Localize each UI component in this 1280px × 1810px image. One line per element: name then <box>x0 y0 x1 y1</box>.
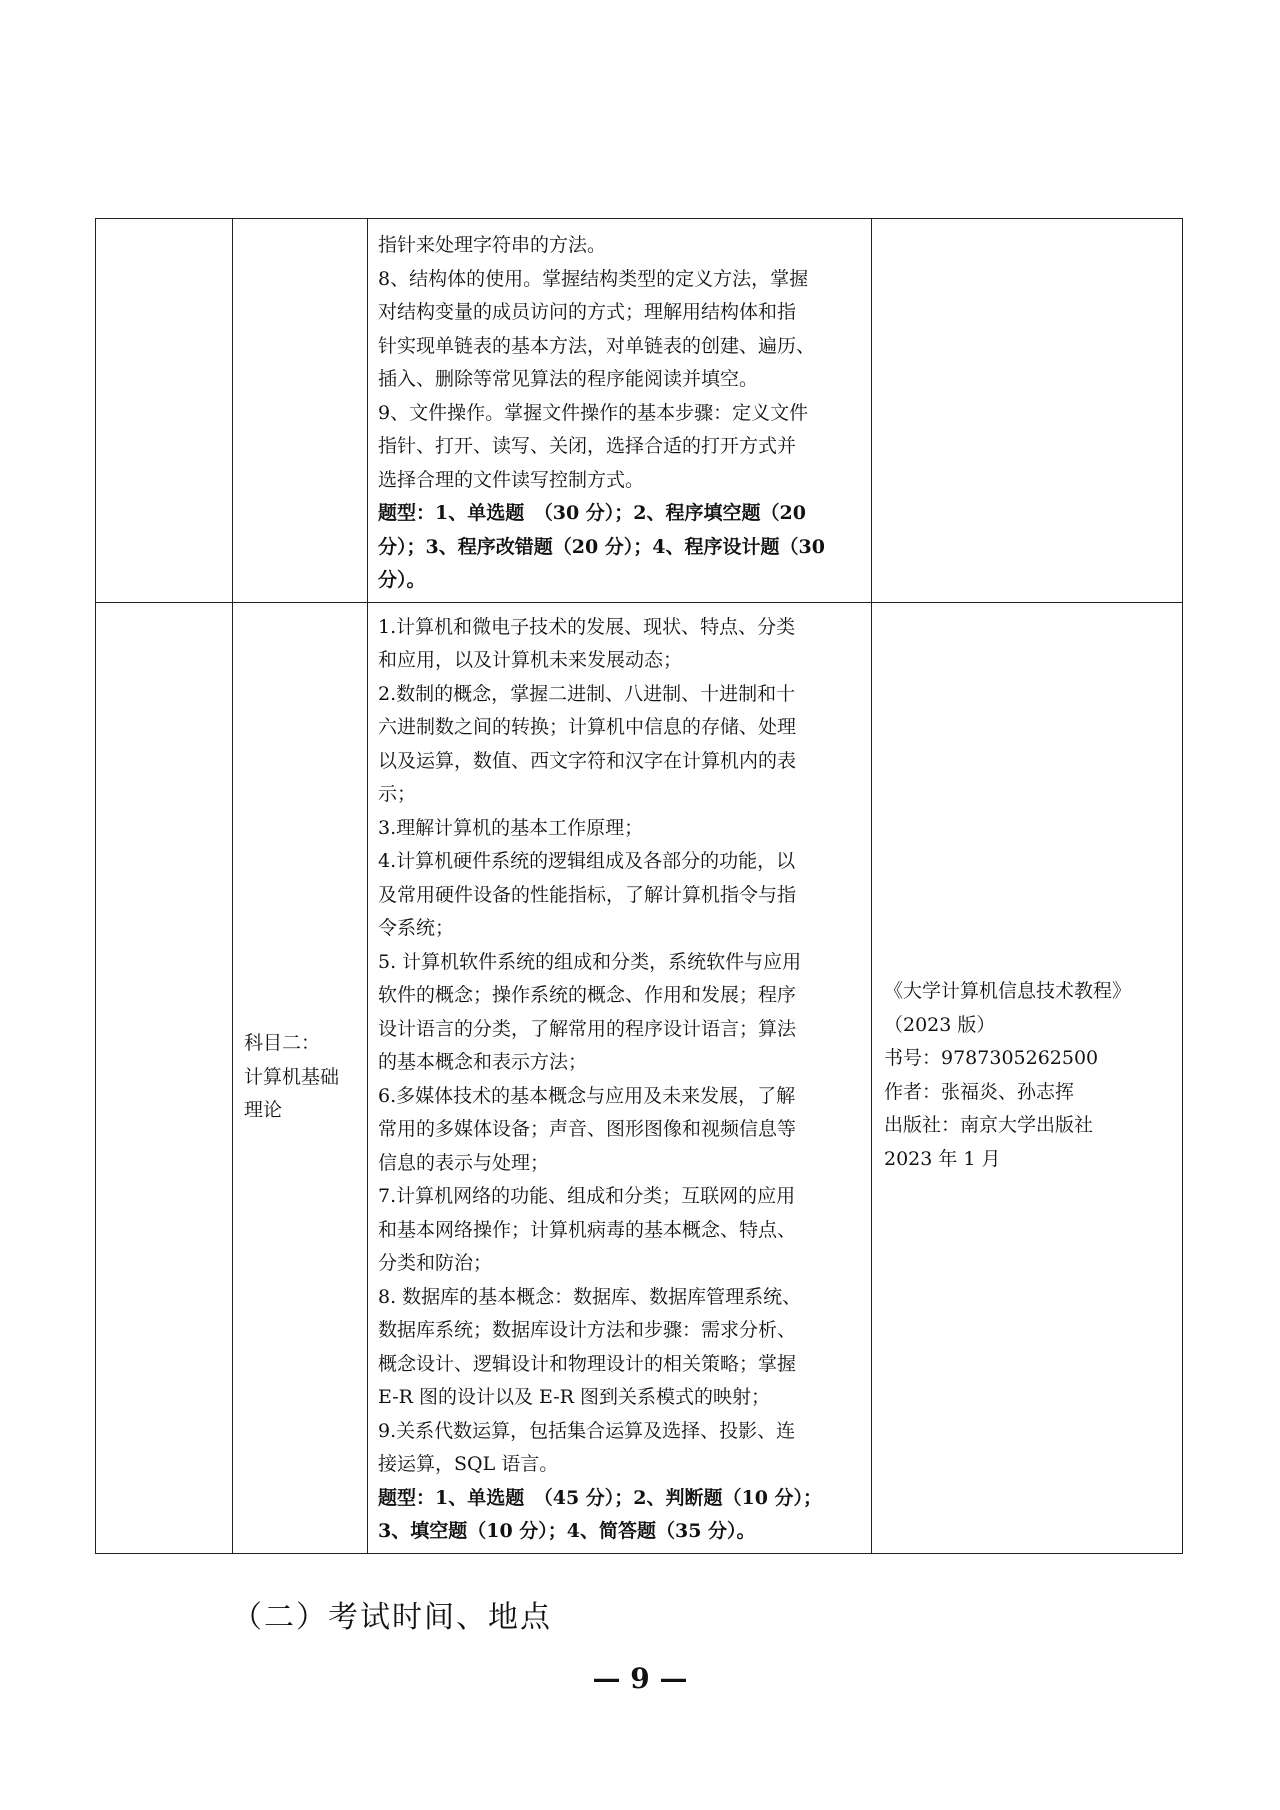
content-line: 示； <box>378 783 417 805</box>
subject-label: 计算机基础 <box>244 1065 340 1088</box>
exam-syllabus-table <box>95 218 1183 1554</box>
subject-label: 科目二： <box>244 1032 321 1055</box>
content-line: 信息的表示与处理； <box>378 1151 550 1174</box>
book-publisher: 出版社：南京大学出版社 <box>884 1114 1094 1136</box>
content-line: 及常用硬件设备的性能指标，了解计算机指令与指 <box>378 883 797 906</box>
book-edition: （2023 版） <box>884 1013 996 1036</box>
content-cell-c-language <box>368 219 872 603</box>
content-line: 8、结构体的使用。掌握结构类型的定义方法，掌握 <box>378 267 809 290</box>
content-line: 和基本网络操作；计算机病毒的基本概念、特点、 <box>378 1218 797 1241</box>
book-isbn: 书号：9787305262500 <box>884 1047 1099 1069</box>
content-line: 令系统； <box>378 917 455 939</box>
content-line: E-R 图的设计以及 E-R 图到关系模式的映射； <box>378 1386 771 1408</box>
question-types-line: 题型：1、单选题 （30 分）；2、程序填空题（20 <box>378 502 806 524</box>
table-row <box>96 219 1183 603</box>
content-line: 数据库系统；数据库设计方法和步骤：需求分析、 <box>378 1319 797 1341</box>
question-types-line: 分）；3、程序改错题（20 分）；4、程序设计题（30 <box>378 535 825 558</box>
content-cell-computer-basics <box>368 602 872 1553</box>
content-line: 5. 计算机软件系统的组成和分类，系统软件与应用 <box>378 950 802 973</box>
content-line: 设计语言的分类，了解常用的程序设计语言；算法 <box>378 1017 797 1040</box>
content-line: 9、文件操作。掌握文件操作的基本步骤：定义文件 <box>378 401 809 424</box>
content-line: 4.计算机硬件系统的逻辑组成及各部分的功能，以 <box>378 850 796 872</box>
book-authors: 作者：张福炎、孙志挥 <box>884 1080 1075 1103</box>
book-cell <box>872 602 1183 1553</box>
question-types-line: 3、填空题（10 分）；4、简答题（35 分）。 <box>378 1520 756 1542</box>
content-line: 软件的概念；操作系统的概念、作用和发展；程序 <box>378 984 797 1006</box>
category-cell <box>96 602 233 1553</box>
content-line: 接运算，SQL 语言。 <box>378 1453 559 1475</box>
content-line: 2.数制的概念，掌握二进制、八进制、十进制和十 <box>378 682 796 705</box>
content-line: 分类和防治； <box>378 1252 493 1274</box>
book-date: 2023 年 1 月 <box>884 1147 1001 1170</box>
subject-cell-computer-basics <box>233 602 368 1553</box>
content-line: 对结构变量的成员访问的方式；理解用结构体和指 <box>378 301 797 323</box>
section-heading: （二）考试时间、地点 <box>232 1600 552 1635</box>
content-line: 指针、打开、读写、关闭，选择合适的打开方式并 <box>378 435 797 457</box>
question-types-line: 分）。 <box>378 569 426 591</box>
book-cell-empty <box>872 219 1183 603</box>
subject-label: 理论 <box>244 1099 283 1122</box>
content-line: 针实现单链表的基本方法，对单链表的创建、遍历、 <box>378 334 816 357</box>
content-line: 和应用，以及计算机未来发展动态； <box>378 649 683 671</box>
content-line: 的基本概念和表示方法； <box>378 1051 588 1073</box>
content-line: 7.计算机网络的功能、组成和分类；互联网的应用 <box>378 1185 796 1207</box>
page-number: — 9 — <box>592 1662 688 1695</box>
content-line: 以及运算，数值、西文字符和汉字在计算机内的表 <box>378 749 797 772</box>
question-types-line: 题型：1、单选题 （45 分）；2、判断题（10 分）； <box>378 1486 823 1509</box>
content-line: 指针来处理字符串的方法。 <box>378 234 607 256</box>
content-line: 六进制数之间的转换；计算机中信息的存储、处理 <box>378 716 797 738</box>
book-title: 《大学计算机信息技术教程》 <box>884 980 1132 1002</box>
category-cell <box>96 219 233 603</box>
content-line: 选择合理的文件读写控制方式。 <box>378 468 645 491</box>
table-row <box>96 602 1183 1553</box>
content-line: 概念设计、逻辑设计和物理设计的相关策略；掌握 <box>378 1352 797 1375</box>
content-line: 3.理解计算机的基本工作原理； <box>378 816 644 839</box>
subject-cell-empty <box>233 219 368 603</box>
content-line: 常用的多媒体设备；声音、图形图像和视频信息等 <box>378 1118 797 1140</box>
content-line: 1.计算机和微电子技术的发展、现状、特点、分类 <box>378 615 796 638</box>
content-line: 8. 数据库的基本概念：数据库、数据库管理系统、 <box>378 1285 802 1308</box>
content-line: 插入、删除等常见算法的程序能阅读并填空。 <box>378 368 759 390</box>
content-line: 6.多媒体技术的基本概念与应用及未来发展，了解 <box>378 1084 796 1107</box>
content-line: 9.关系代数运算，包括集合运算及选择、投影、连 <box>378 1419 796 1442</box>
